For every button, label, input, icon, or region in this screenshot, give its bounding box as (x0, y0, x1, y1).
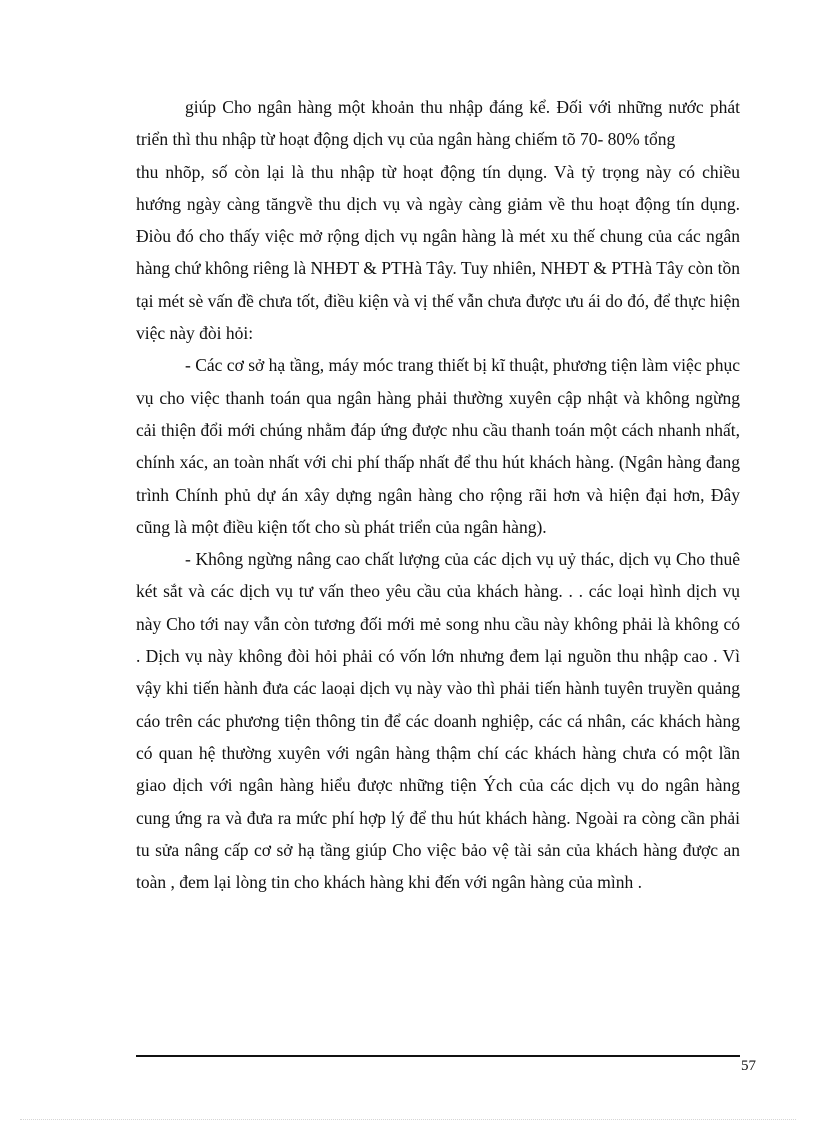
paragraph-1: giúp Cho ngân hàng một khoản thu nhập đáng kể. Đối với những nước phát triển thì thu nhập từ hoạt động dịch vụ của ngân hàng chiếm tõ 70- 80% tổng (136, 97, 740, 150)
page-number: 57 (741, 1058, 756, 1074)
body-text (136, 91, 740, 898)
paragraph-4: - Không ngừng nâng cao chất lượng của các dịch vụ uỷ thác, dịch vụ Cho thuê két sắt và các dịch vụ tư vấn theo yêu cầu của khách hàng. . . các loại hình dịch vụ này Cho tới nay vẫn còn tương đối mới mẻ song nhu cầu này không phải là không có . Dịch vụ này không đòi hỏi phải có vốn lớn nhưng đem lại nguồn thu nhập cao . Vì vậy khi tiến hành đưa các laoại dịch vụ này vào thì phải tiến hành tuyên truyền quảng cáo trên các phương tiện thông tin để các doanh nghiệp, các cá nhân, các khách hàng có quan hệ thường xuyên với ngân hàng thậm chí các khách hàng chưa có một lần giao dịch với ngân hàng hiểu được những tiện Ých của các dịch vụ do ngân hàng cung ứng ra và đưa ra mức phí hợp lý để thu hút khách hàng. Ngoài ra còng cần phải tu sửa nâng cấp cơ sở hạ tầng giúp Cho việc bảo vệ tài sản của khách hàng được an toàn , đem lại lòng tin cho khách hàng khi đến với ngân hàng của mình . (136, 549, 740, 893)
footer-divider (136, 1055, 740, 1057)
paragraph-3: - Các cơ sở hạ tầng, máy móc trang thiết bị kĩ thuật, phương tiện làm việc phục vụ cho việc thanh toán qua ngân hàng phải thường xuyên cập nhật và không ngừng cải thiện đổi mới chúng nhằm đáp ứng được nhu cầu thanh toán một cách nhanh nhất, chính xác, an toàn nhất với chi phí thấp nhất để thu hút khách hàng. (Ngân hàng đang trình Chính phủ dự án xây dựng ngân hàng cho rộng rãi hơn và hiện đại hơn, Đây cũng là một điều kiện tốt cho sù phát triển của ngân hàng). (136, 355, 740, 537)
page-bottom-border (20, 1119, 796, 1120)
paragraph-2: thu nhõp, số còn lại là thu nhập từ hoạt động tín dụng. Và tỷ trọng này có chiều hướng ngày càng tăngvề thu dịch vụ và ngày càng giảm về thu hoạt động tín dụng. Điòu đó cho thấy việc mở rộng dịch vụ ngân hàng là mét xu thế chung của các ngân hàng chứ không riêng là NHĐT & PTHà Tây. Tuy nhiên, NHĐT & PTHà Tây còn tồn tại mét sè vấn đề chưa tốt, điều kiện và vị thế vẫn chưa được ưu ái do đó, để thực hiện việc này đòi hỏi: (136, 161, 740, 344)
